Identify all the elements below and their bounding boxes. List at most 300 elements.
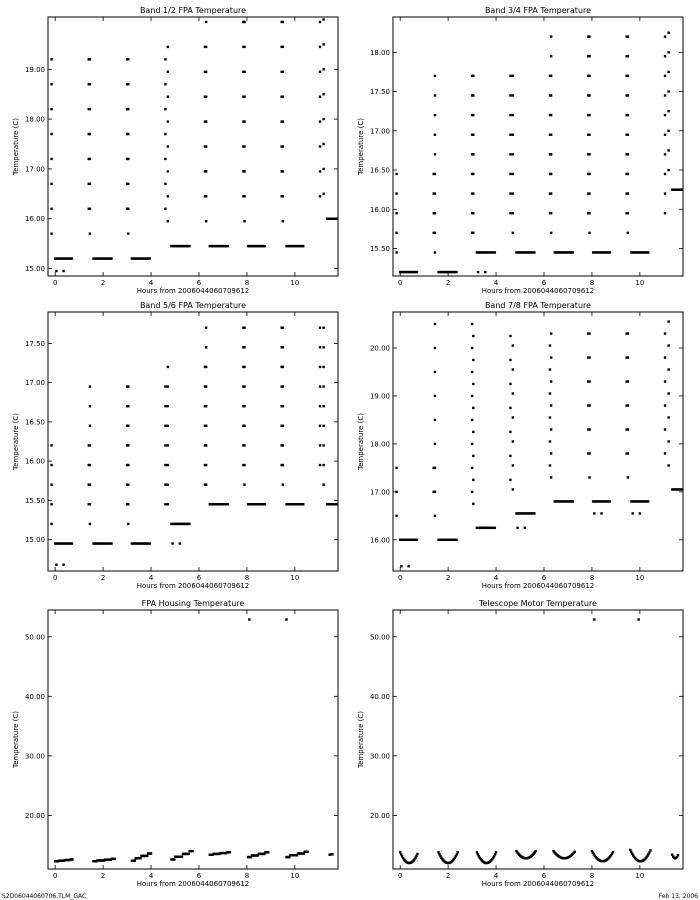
data-point — [322, 168, 324, 170]
data-point — [395, 232, 397, 234]
data-point — [455, 271, 457, 273]
data-point — [471, 395, 473, 397]
data-point — [50, 483, 52, 485]
data-point — [164, 483, 166, 485]
data-point — [550, 332, 552, 334]
data-point — [667, 344, 669, 346]
data-point — [127, 444, 129, 446]
data-point — [322, 464, 324, 466]
data-point — [71, 257, 73, 259]
y-tick-label: 19.00 — [369, 392, 390, 401]
data-point — [664, 332, 666, 334]
data-point — [664, 380, 666, 382]
data-point — [627, 380, 629, 382]
data-point — [127, 58, 129, 60]
x-tick-label: 6 — [196, 872, 202, 880]
y-tick-label: 18.00 — [24, 115, 45, 124]
data-point — [164, 183, 166, 185]
data-point — [149, 542, 151, 544]
data-point — [227, 245, 229, 247]
data-point — [471, 323, 473, 325]
data-point — [667, 416, 669, 418]
data-point — [322, 68, 324, 70]
data-point — [89, 108, 91, 110]
data-point — [322, 425, 324, 427]
data-point — [127, 523, 129, 525]
data-point — [509, 407, 511, 409]
data-point — [285, 618, 287, 620]
x-tick-label: 10 — [635, 279, 645, 287]
chart-panel — [357, 599, 683, 888]
data-point — [512, 368, 514, 370]
data-point — [89, 183, 91, 185]
data-point — [534, 850, 536, 852]
data-point — [455, 539, 457, 541]
data-point — [512, 440, 514, 442]
data-point — [664, 153, 666, 155]
data-point — [667, 440, 669, 442]
chart-title: Band 5/6 FPA Temperature — [139, 301, 247, 310]
data-point — [667, 368, 669, 370]
data-point — [667, 90, 669, 92]
data-point — [509, 479, 511, 481]
data-point — [322, 483, 324, 485]
data-point — [282, 170, 284, 172]
data-point — [306, 851, 308, 853]
data-point — [71, 858, 73, 860]
data-point — [549, 464, 551, 466]
data-point — [282, 405, 284, 407]
data-point — [472, 407, 474, 409]
data-point — [134, 859, 136, 861]
y-tick-label: 20.00 — [369, 811, 390, 820]
y-tick-label: 50.00 — [369, 633, 390, 642]
data-point — [243, 385, 245, 387]
data-point — [667, 71, 669, 73]
data-point — [472, 383, 474, 385]
data-point — [472, 212, 474, 214]
data-point — [509, 359, 511, 361]
data-point — [188, 245, 190, 247]
data-point — [434, 515, 436, 517]
data-point — [205, 405, 207, 407]
x-tick-label: 10 — [290, 872, 300, 880]
data-point — [395, 251, 397, 253]
data-point — [302, 503, 304, 505]
data-point — [50, 83, 52, 85]
data-point — [167, 503, 169, 505]
data-point — [322, 326, 324, 328]
data-point — [572, 500, 574, 502]
data-point — [627, 55, 629, 57]
data-point — [609, 251, 611, 253]
data-point — [434, 173, 436, 175]
data-point — [319, 464, 321, 466]
data-point — [550, 428, 552, 430]
x-tick-label: 4 — [148, 279, 154, 287]
data-point — [681, 188, 683, 190]
data-point — [319, 21, 321, 23]
data-point — [167, 71, 169, 73]
x-tick-label: 6 — [541, 872, 547, 880]
data-point — [243, 464, 245, 466]
data-point — [50, 183, 52, 185]
data-point — [282, 95, 284, 97]
data-series — [50, 326, 338, 565]
data-point — [627, 192, 629, 194]
x-tick-label: 8 — [589, 279, 595, 287]
data-point — [89, 58, 91, 60]
data-point — [191, 850, 193, 852]
data-point — [319, 366, 321, 368]
x-tick-label: 8 — [244, 872, 250, 880]
data-point — [282, 464, 284, 466]
data-point — [243, 346, 245, 348]
data-point — [512, 173, 514, 175]
data-point — [588, 404, 590, 406]
data-point — [205, 71, 207, 73]
data-point — [282, 145, 284, 147]
data-point — [588, 232, 590, 234]
data-point — [164, 58, 166, 60]
data-point — [110, 542, 112, 544]
data-point — [322, 143, 324, 145]
x-tick-label: 4 — [493, 279, 499, 287]
data-series — [395, 31, 683, 273]
data-point — [282, 220, 284, 222]
data-point — [113, 858, 115, 860]
data-point — [167, 425, 169, 427]
x-tick-label: 6 — [541, 279, 547, 287]
data-point — [149, 257, 151, 259]
y-tick-label: 15.00 — [24, 536, 45, 545]
x-axis-label: Hours from 2006044060709612 — [136, 880, 250, 888]
data-point — [472, 359, 474, 361]
data-point — [472, 114, 474, 116]
data-point — [319, 405, 321, 407]
y-tick-label: 40.00 — [369, 692, 390, 701]
data-point — [282, 425, 284, 427]
data-point — [416, 539, 418, 541]
data-point — [71, 542, 73, 544]
data-point — [434, 395, 436, 397]
data-point — [110, 257, 112, 259]
chart-title: Telescope Motor Temperature — [479, 599, 597, 608]
data-point — [434, 75, 436, 77]
data-point — [167, 405, 169, 407]
data-point — [471, 371, 473, 373]
data-point — [572, 251, 574, 253]
data-point — [512, 212, 514, 214]
data-point — [627, 356, 629, 358]
data-point — [512, 192, 514, 194]
data-point — [664, 192, 666, 194]
data-point — [550, 153, 552, 155]
data-point — [549, 440, 551, 442]
data-point — [549, 368, 551, 370]
x-tick-label: 10 — [290, 279, 300, 287]
data-point — [434, 94, 436, 96]
data-point — [664, 75, 666, 77]
data-point — [434, 134, 436, 136]
x-tick-label: 8 — [244, 279, 250, 287]
data-point — [319, 346, 321, 348]
data-point — [127, 158, 129, 160]
footer-filename: S2D06044060706.TLM_GAC — [2, 893, 87, 900]
data-point — [127, 385, 129, 387]
data-point — [664, 94, 666, 96]
footer-date: Feb 13, 2006 — [658, 893, 698, 900]
data-point — [664, 212, 666, 214]
data-point — [434, 467, 436, 469]
data-point — [127, 208, 129, 210]
y-tick-label: 18.00 — [369, 440, 390, 449]
data-point — [667, 130, 669, 132]
data-point — [395, 212, 397, 214]
data-point — [127, 405, 129, 407]
data-point — [524, 527, 526, 529]
x-axis-label: Hours from 2006044060709612 — [136, 582, 250, 590]
data-point — [319, 46, 321, 48]
y-tick-label: 17.00 — [24, 379, 45, 388]
y-tick-label: 16.50 — [24, 418, 45, 427]
data-point — [205, 145, 207, 147]
data-point — [62, 270, 64, 272]
data-point — [89, 464, 91, 466]
data-point — [588, 134, 590, 136]
data-point — [434, 212, 436, 214]
data-point — [627, 332, 629, 334]
data-point — [205, 95, 207, 97]
data-point — [509, 383, 511, 385]
y-tick-label: 50.00 — [24, 633, 45, 642]
data-point — [167, 464, 169, 466]
data-point — [664, 356, 666, 358]
data-point — [509, 335, 511, 337]
data-point — [89, 83, 91, 85]
x-tick-label: 10 — [635, 574, 645, 582]
data-point — [550, 404, 552, 406]
data-point — [205, 385, 207, 387]
data-point — [205, 464, 207, 466]
data-point — [282, 483, 284, 485]
data-point — [205, 346, 207, 348]
data-point — [434, 323, 436, 325]
data-point — [395, 515, 397, 517]
data-point — [550, 452, 552, 454]
data-point — [205, 444, 207, 446]
data-point — [167, 120, 169, 122]
data-point — [319, 326, 321, 328]
data-series — [54, 618, 334, 862]
data-point — [550, 114, 552, 116]
data-point — [167, 220, 169, 222]
data-point — [593, 512, 595, 514]
x-tick-label: 0 — [397, 872, 403, 880]
plot-frame — [393, 17, 683, 276]
data-point — [550, 94, 552, 96]
data-point — [243, 95, 245, 97]
data-point — [50, 232, 52, 234]
data-point — [516, 527, 518, 529]
data-point — [593, 618, 595, 620]
x-tick-label: 2 — [445, 574, 451, 582]
data-point — [667, 464, 669, 466]
data-point — [639, 512, 641, 514]
data-point — [243, 170, 245, 172]
data-point — [205, 195, 207, 197]
data-point — [588, 35, 590, 37]
data-point — [509, 114, 511, 116]
data-point — [322, 193, 324, 195]
x-tick-label: 10 — [635, 872, 645, 880]
x-tick-label: 8 — [244, 574, 250, 582]
data-point — [588, 452, 590, 454]
data-point — [416, 853, 418, 855]
data-point — [50, 158, 52, 160]
y-tick-label: 16.00 — [369, 205, 390, 214]
data-series — [395, 320, 683, 567]
data-point — [588, 356, 590, 358]
data-point — [282, 444, 284, 446]
data-point — [164, 444, 166, 446]
data-point — [472, 479, 474, 481]
data-point — [472, 153, 474, 155]
data-point — [667, 320, 669, 322]
data-point — [164, 158, 166, 160]
data-point — [336, 503, 338, 505]
data-point — [400, 565, 402, 567]
data-point — [127, 108, 129, 110]
x-tick-label: 10 — [290, 574, 300, 582]
data-point — [164, 464, 166, 466]
y-axis-label: Temperature (C) — [357, 711, 365, 768]
data-point — [127, 425, 129, 427]
data-point — [127, 464, 129, 466]
data-point — [89, 483, 91, 485]
y-tick-label: 17.50 — [369, 88, 390, 97]
data-point — [471, 443, 473, 445]
data-point — [512, 134, 514, 136]
data-point — [127, 133, 129, 135]
data-point — [322, 43, 324, 45]
data-point — [243, 21, 245, 23]
chart-panel — [357, 6, 683, 295]
x-tick-label: 4 — [493, 872, 499, 880]
data-point — [667, 149, 669, 151]
data-point — [664, 452, 666, 454]
data-point — [205, 120, 207, 122]
data-point — [319, 95, 321, 97]
data-point — [319, 145, 321, 147]
y-tick-label: 18.00 — [369, 48, 390, 57]
data-point — [627, 134, 629, 136]
y-tick-label: 40.00 — [24, 692, 45, 701]
data-point — [627, 212, 629, 214]
data-point — [243, 145, 245, 147]
data-point — [89, 133, 91, 135]
data-point — [282, 195, 284, 197]
data-point — [588, 114, 590, 116]
data-point — [512, 114, 514, 116]
data-point — [550, 75, 552, 77]
data-point — [167, 145, 169, 147]
y-tick-label: 17.00 — [24, 165, 45, 174]
data-point — [434, 192, 436, 194]
data-point — [612, 851, 614, 853]
data-point — [472, 335, 474, 337]
data-point — [664, 428, 666, 430]
data-point — [50, 58, 52, 60]
data-point — [139, 857, 141, 859]
y-tick-label: 17.00 — [369, 488, 390, 497]
x-tick-label: 4 — [493, 574, 499, 582]
data-point — [494, 527, 496, 529]
data-point — [150, 852, 152, 854]
data-point — [471, 491, 473, 493]
data-point — [50, 523, 52, 525]
y-axis-label: Temperature (C) — [12, 413, 20, 470]
y-axis-label: Temperature (C) — [357, 118, 365, 175]
data-point — [549, 416, 551, 418]
data-point — [282, 120, 284, 122]
data-point — [205, 326, 207, 328]
data-point — [164, 405, 166, 407]
data-point — [472, 94, 474, 96]
data-point — [512, 392, 514, 394]
x-axis-label: Hours from 2006044060709612 — [481, 880, 595, 888]
data-point — [89, 158, 91, 160]
data-point — [164, 385, 166, 387]
y-tick-label: 16.00 — [24, 215, 45, 224]
x-axis-label: Hours from 2006044060709612 — [136, 287, 250, 295]
data-point — [164, 133, 166, 135]
x-axis-label: Hours from 2006044060709612 — [481, 287, 595, 295]
data-point — [243, 46, 245, 48]
data-point — [173, 858, 175, 860]
data-point — [205, 366, 207, 368]
data-point — [627, 35, 629, 37]
data-point — [243, 220, 245, 222]
data-point — [322, 18, 324, 20]
data-point — [164, 503, 166, 505]
y-tick-label: 20.00 — [24, 811, 45, 820]
chart-title: FPA Housing Temperature — [141, 599, 245, 608]
data-point — [89, 523, 91, 525]
data-point — [55, 270, 57, 272]
data-point — [434, 232, 436, 234]
data-point — [512, 344, 514, 346]
data-point — [600, 512, 602, 514]
chart-title: Band 7/8 FPA Temperature — [484, 301, 592, 310]
data-point — [588, 212, 590, 214]
data-point — [248, 618, 250, 620]
data-point — [127, 503, 129, 505]
data-point — [588, 94, 590, 96]
y-tick-label: 15.50 — [369, 245, 390, 254]
data-point — [243, 405, 245, 407]
data-point — [627, 476, 629, 478]
y-tick-label: 16.50 — [369, 166, 390, 175]
data-series — [50, 18, 338, 272]
data-point — [627, 428, 629, 430]
data-point — [512, 488, 514, 490]
data-point — [588, 332, 590, 334]
data-point — [509, 173, 511, 175]
data-point — [588, 55, 590, 57]
data-point — [667, 31, 669, 33]
chart-panel — [12, 599, 338, 888]
